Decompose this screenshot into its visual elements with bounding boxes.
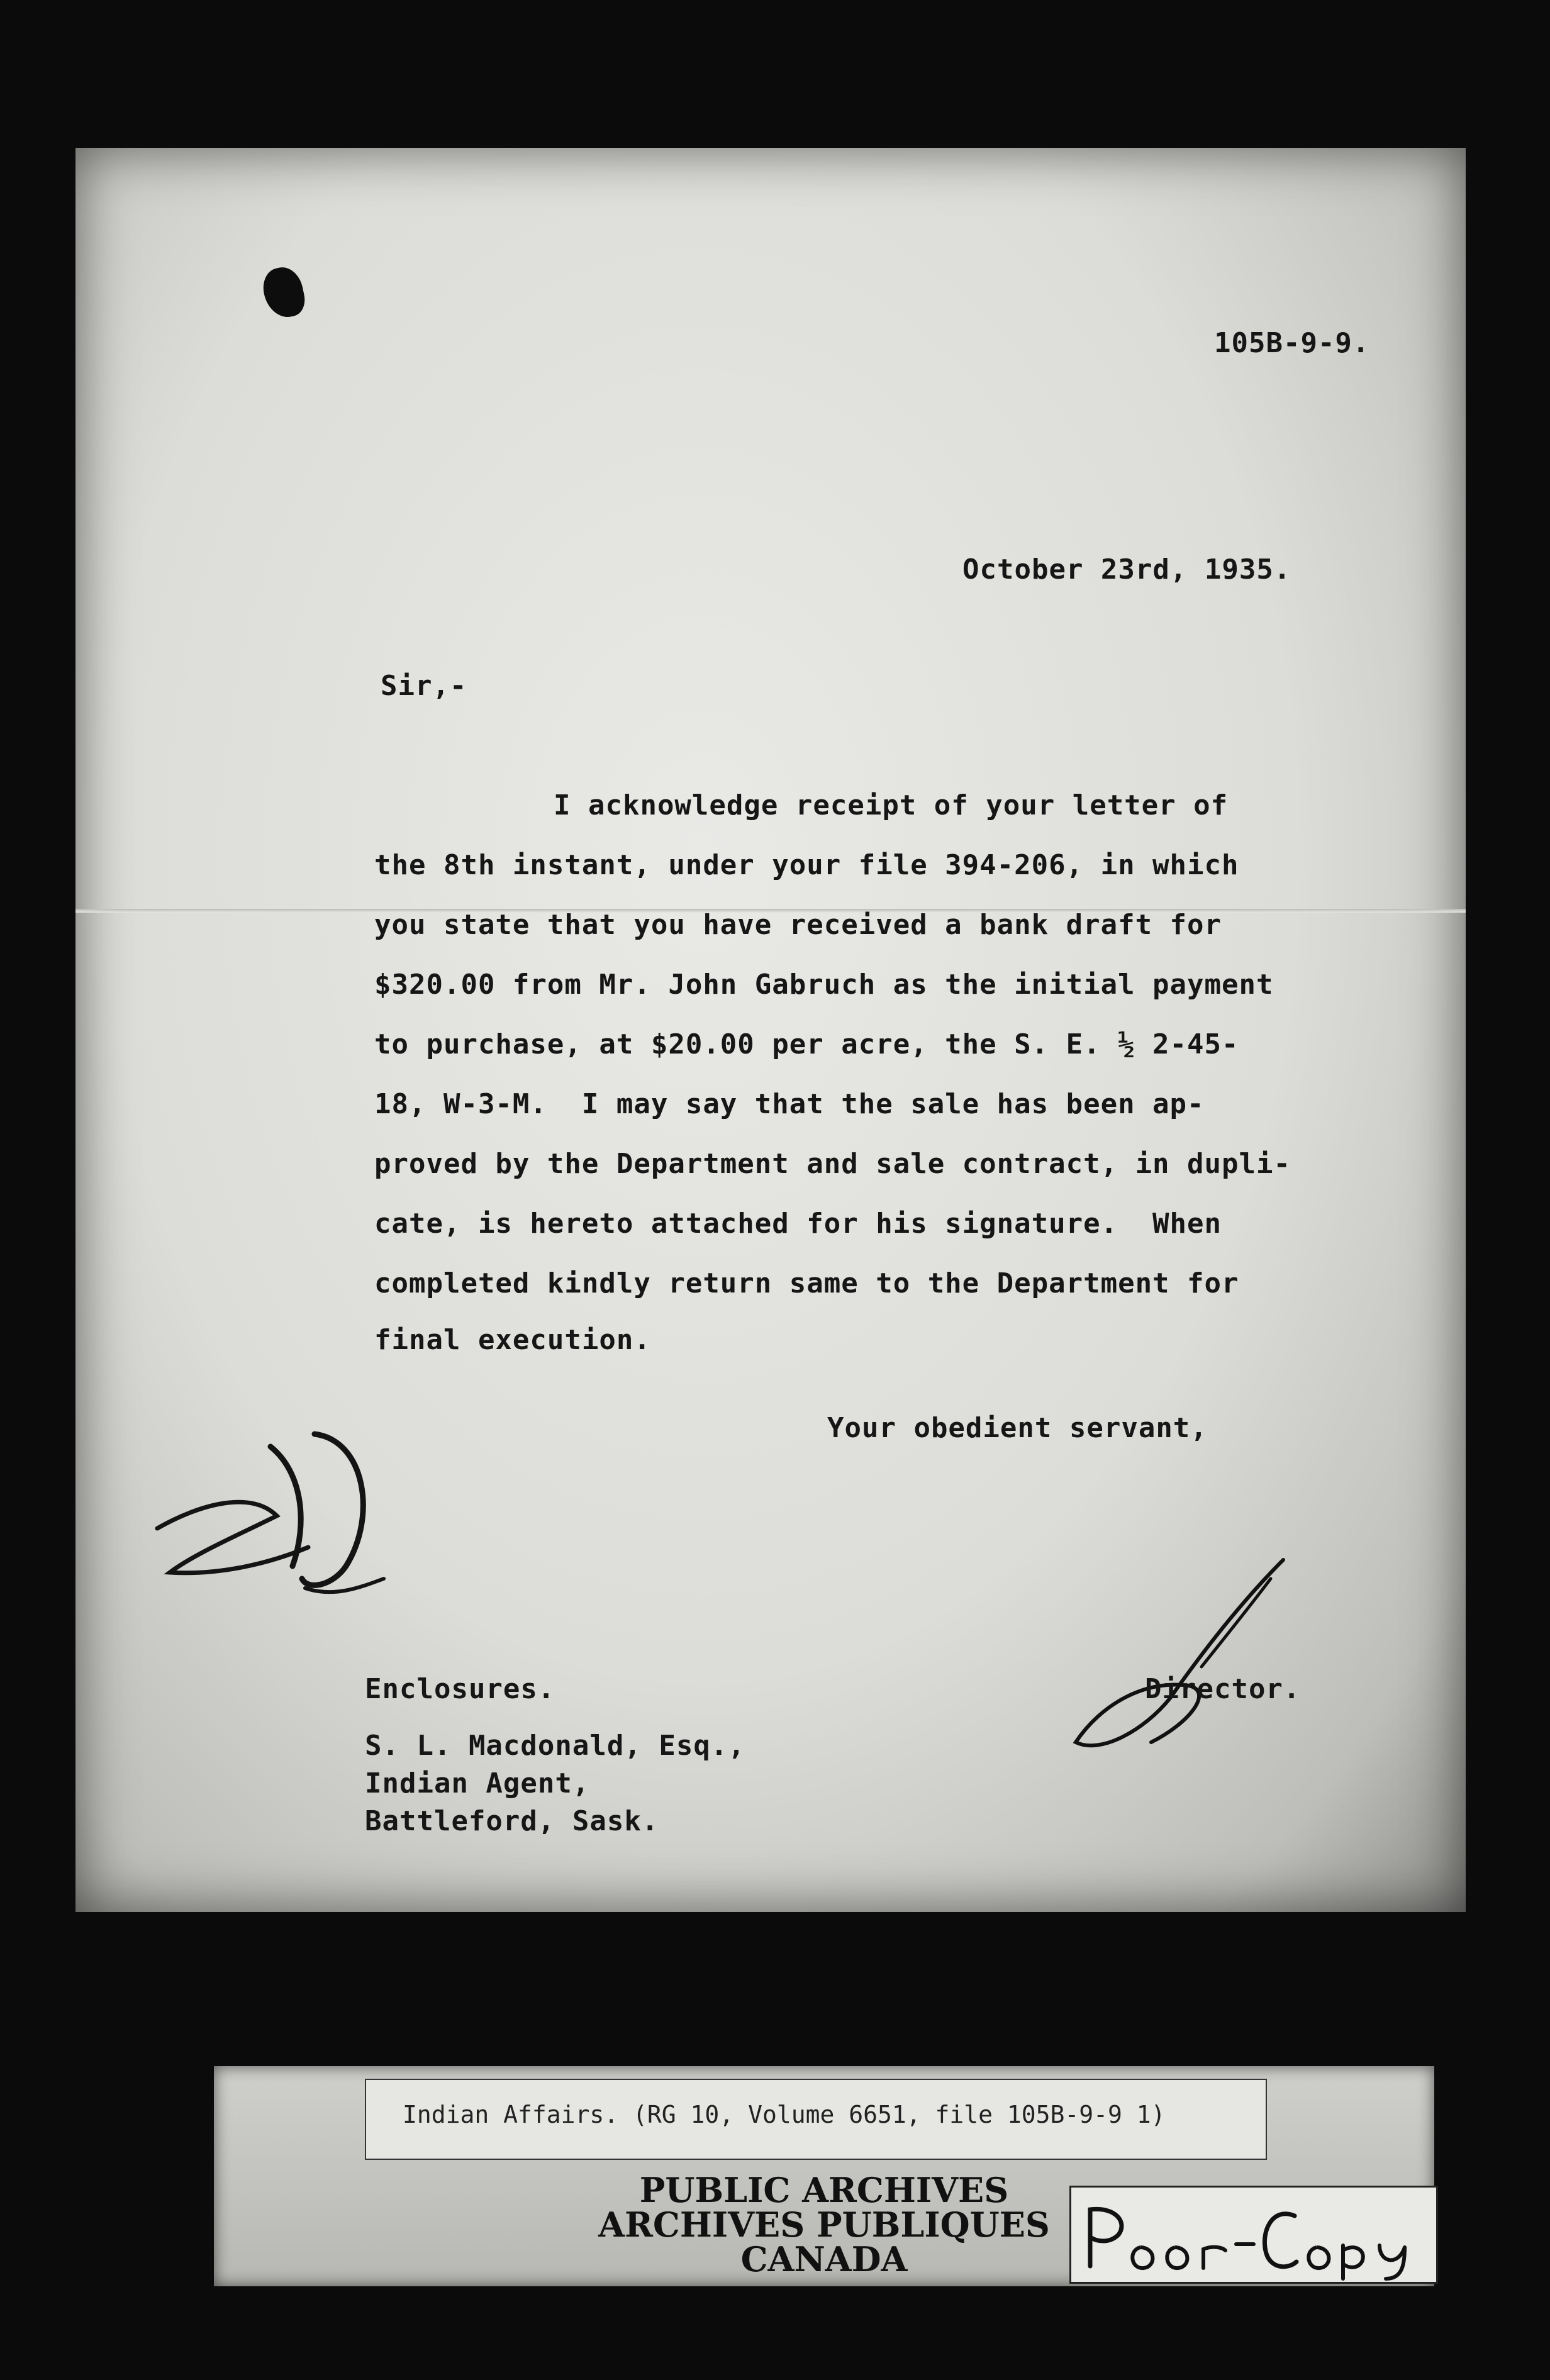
stamp-line-3: CANADA — [740, 2239, 908, 2279]
stamp-line-1: PUBLIC ARCHIVES — [639, 2170, 1009, 2210]
body-line-3: you state that you have received a bank draft for — [374, 909, 1222, 941]
salutation: Sir,- — [381, 670, 467, 702]
body-line-2: the 8th instant, under your file 394-206, in which — [374, 849, 1239, 881]
addressee-title: Indian Agent, — [365, 1767, 590, 1799]
addressee-location: Battleford, Sask. — [365, 1805, 659, 1837]
file-reference: 105B-9-9. — [1214, 327, 1370, 359]
body-line-10: final execution. — [374, 1324, 651, 1356]
director-signature — [1063, 1554, 1302, 1761]
body-line-1: I acknowledge receipt of your letter of — [554, 789, 1229, 821]
enclosures-label: Enclosures. — [365, 1673, 555, 1705]
signature-title: Director. — [1145, 1673, 1301, 1705]
body-line-9: completed kindly return same to the Department for — [374, 1267, 1239, 1299]
addressee-name: S. L. Macdonald, Esq., — [365, 1730, 745, 1762]
closing: Your obedient servant, — [827, 1412, 1208, 1444]
archive-reference: Indian Affairs. (RG 10, Volume 6651, file 105B-9-9 1) — [403, 2101, 1166, 2128]
stamp-line-2: ARCHIVES PUBLIQUES — [598, 2205, 1050, 2245]
body-line-4: $320.00 from Mr. John Gabruch as the initial payment — [374, 969, 1274, 1001]
letter-date: October 23rd, 1935. — [962, 553, 1291, 586]
body-line-7: proved by the Department and sale contract, in dupli- — [374, 1148, 1291, 1180]
body-line-8: cate, is hereto attached for his signature. When — [374, 1208, 1222, 1240]
body-line-5: to purchase, at $20.00 per acre, the S. E. ½ 2-45- — [374, 1028, 1239, 1060]
initials-signature — [145, 1428, 447, 1654]
body-line-6: 18, W-3-M. I may say that the sale has been ap- — [374, 1088, 1205, 1120]
poor-copy-note — [1069, 2186, 1438, 2284]
poor-copy-handwriting — [1071, 2188, 1436, 2282]
